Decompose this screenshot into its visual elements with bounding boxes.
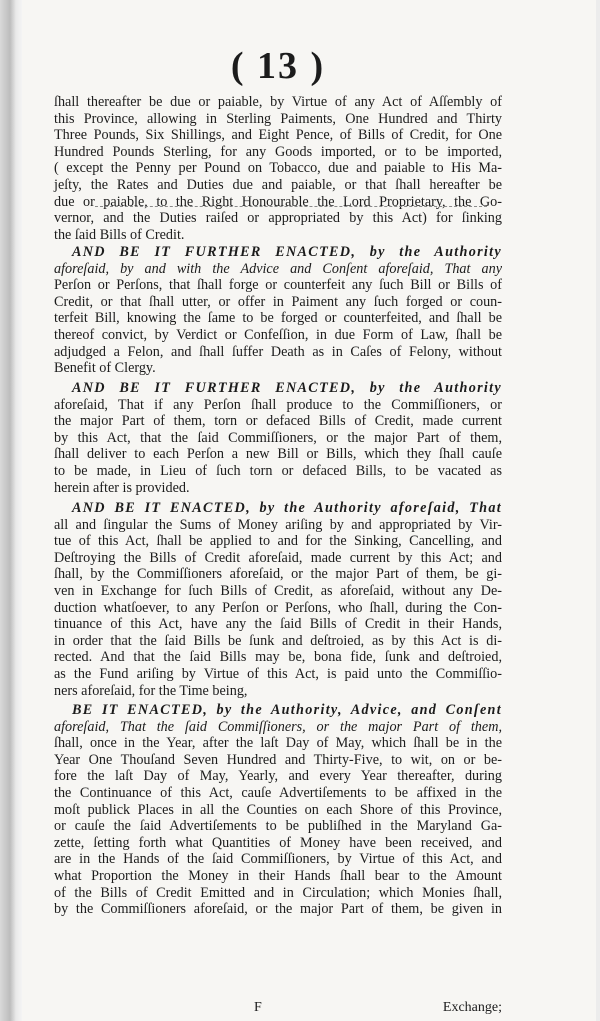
text-line: vernor, and the Duties raiſed or appropriated by this Act) for ſinking	[54, 210, 502, 227]
text-line: tue of this Act, ſhall be applied to and for the Sinking, Cancelling, and	[54, 533, 502, 550]
text-line-enacting-clause: AND BE IT FURTHER ENACTED, by the Authority	[72, 244, 502, 260]
text-line: by the Commiſſioners aforeſaid, or the major Part of them, be given in	[54, 901, 502, 918]
text-line: aforeſaid, That the ſaid Commiſſioners, or the major Part of them,	[54, 718, 502, 735]
scan-binding-edge	[0, 0, 22, 1021]
text-line: ( except the Penny per Pound on Tobacco, due and paiable to His Ma-	[54, 160, 502, 177]
text-line: Year One Thouſand Seven Hundred and Thirty-Five, to wit, on or be-	[54, 751, 502, 768]
text-line-enacting-clause: BE IT ENACTED, by the Authority, Advice, and Conſent	[72, 702, 502, 718]
paragraph-5	[54, 702, 502, 918]
scan-right-edge	[596, 0, 600, 1021]
text-line: moſt publick Places in all the Counties on each Shore of this Province,	[54, 801, 502, 818]
text-line: terfeit Bill, knowing the ſame to be forged or counterfeited, and ſhall be	[54, 310, 502, 327]
paragraph-1	[54, 94, 502, 243]
dashed-rule	[95, 206, 487, 208]
text-line: the Continuance of this Act, cauſe Advertiſements to be affixed in the	[54, 784, 502, 801]
catchword: Exchange;	[442, 1000, 502, 1015]
text-line: to be made, in Lieu of ſuch torn or defaced Bills, to be vacated as	[54, 462, 502, 479]
text-line: herein after is provided.	[54, 479, 190, 496]
text-line: or cauſe the ſaid Advertiſements to be publiſhed in the Maryland Ga-	[54, 818, 502, 835]
paragraph-3	[54, 380, 502, 496]
text-line: jeſty, the Rates and Duties due and paiable, or that ſhall hereafter be	[54, 176, 502, 193]
text-line: all and ſingular the Sums of Money ariſing by and appropriated by Vir-	[54, 516, 502, 533]
text-line: aforeſaid, That if any Perſon ſhall produce to the Commiſſioners, or	[54, 396, 502, 413]
text-line: as the Fund ariſing by Virtue of this Act, is paid unto the Commiſſio-	[54, 665, 502, 682]
text-line: duction whatſoever, to any Perſon or Perſons, who ſhall, during the Con-	[54, 599, 502, 616]
text-line: tinuance of this Act, have any the ſaid Bills of Credit in their Hands,	[54, 616, 502, 633]
page-number: ( 13 )	[230, 45, 326, 87]
text-line: the major Part of them, torn or defaced Bills of Credit, made current	[54, 413, 502, 430]
text-line: rected. And that the ſaid Bills may be, bona fide, ſunk and deſtroied,	[54, 649, 502, 666]
text-line: zette, ſetting forth what Quantities of Money have been received, and	[54, 834, 502, 851]
text-line: of the Bills of Credit Emitted and in Circulation; which Monies ſhall,	[54, 884, 502, 901]
text-line: due or paiable, to the Right Honourable the Lord Proprietary, the Go-	[54, 193, 502, 210]
text-line: ſhall thereafter be due or paiable, by Virtue of any Act of Aſſembly of	[54, 94, 502, 110]
text-line-enacting-clause: AND BE IT FURTHER ENACTED, by the Authority	[72, 380, 502, 396]
text-line: aforeſaid, by and with the Advice and Conſent aforeſaid, That any	[54, 260, 502, 277]
paragraph-2	[54, 244, 502, 377]
text-line: ven in Exchange for ſuch Bills of Credit, as aforeſaid, without any De-	[54, 582, 502, 599]
text-line: fore the laſt Day of May, Yearly, and every Year thereafter, during	[54, 768, 502, 785]
text-line: by this Act, that the ſaid Commiſſioners, or the major Part of them,	[54, 429, 502, 446]
text-line: Hundred Pounds Sterling, for any Goods imported, or to be imported,	[54, 143, 502, 160]
text-line-enacting-clause: AND BE IT ENACTED, by the Authority aforeſaid, That	[72, 500, 502, 516]
text-line: the ſaid Bills of Credit.	[54, 226, 185, 243]
text-line: ſhall, by the Commiſſioners aforeſaid, or the major Part of them, be gi-	[54, 566, 502, 583]
text-line: ners aforeſaid, for the Time being,	[54, 682, 248, 699]
text-line: Benefit of Clergy.	[54, 360, 156, 377]
text-line: ſhall, once in the Year, after the laſt Day of May, which ſhall be in the	[54, 735, 502, 752]
text-line: in order that the ſaid Bills be ſunk and deſtroied, as by this Act is di-	[54, 632, 502, 649]
text-line: Three Pounds, Six Shillings, and Eight Pence, of Bills of Credit, for One	[54, 127, 502, 144]
paragraph-4	[54, 500, 502, 699]
text-line: this Province, allowing in Sterling Paiments, One Hundred and Thirty	[54, 110, 502, 127]
text-line: adjudged a Felon, and ſhall ſuffer Death as in Caſes of Felony, without	[54, 343, 502, 360]
text-line: what Proportion the Money in their Hands ſhall bear to the Amount	[54, 867, 502, 884]
text-line: ſhall deliver to each Perſon a new Bill or Bills, which they ſhall cauſe	[54, 446, 502, 463]
text-line: Perſon or Perſons, that ſhall forge or counterfeit any ſuch Bill or Bills of	[54, 277, 502, 294]
text-line: Credit, or that ſhall utter, or offer in Paiment any ſuch forged or coun-	[54, 293, 502, 310]
text-line: Deſtroying the Bills of Credit aforeſaid, made current by this Act; and	[54, 549, 502, 566]
text-line: are in the Hands of the ſaid Commiſſioners, by Virtue of this Act, and	[54, 851, 502, 868]
text-line: thereof convict, by Verdict or Confeſſion, in due Form of Law, ſhall be	[54, 326, 502, 343]
signature-mark: F	[254, 1000, 262, 1015]
